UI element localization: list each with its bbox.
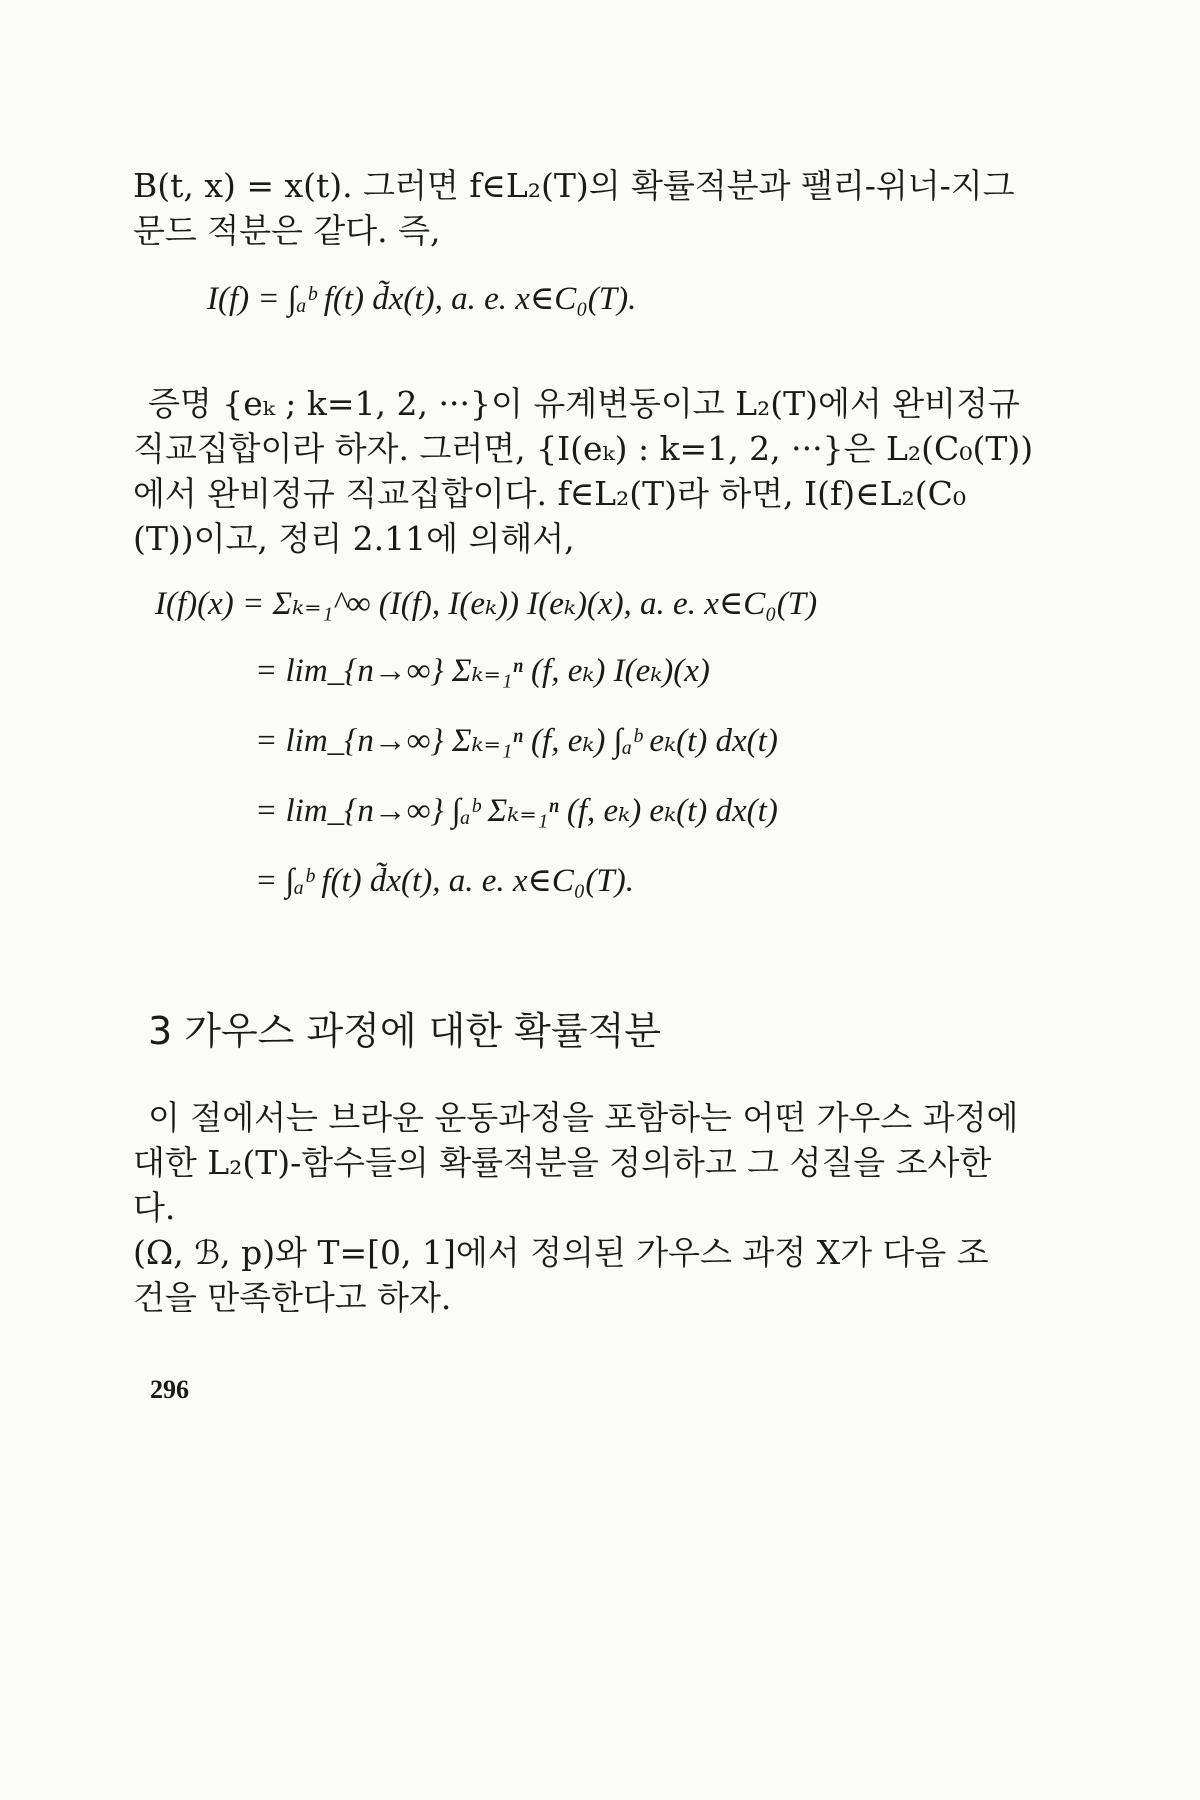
equation-line-4: = lim_{n→∞} ∫ₐᵇ Σₖ₌₁ⁿ (f, eₖ) eₖ(t) dx(t) <box>255 793 778 829</box>
intro-line-2: 대한 L₂(T)-함수들의 확률적분을 정의하고 그 성질을 조사한 <box>133 1143 992 1182</box>
section-heading: 3 가우스 과정에 대한 확률적분 <box>148 1009 661 1053</box>
equation-main: I(f) = ∫ₐᵇ f(t) d̃x(t), a. e. x∈C₀(T). <box>207 281 637 317</box>
proof-line-2: 직교집합이라 하자. 그러면, {I(eₖ) : k=1, 2, ···}은 L₂(C₀(T)) <box>133 429 1034 468</box>
intro-line-1: 이 절에서는 브라운 운동과정을 포함하는 어떤 가우스 과정에 <box>148 1098 1019 1137</box>
proof-line-1: 증명 {eₖ ; k=1, 2, ···}이 유계변동이고 L₂(T)에서 완비정규 <box>148 384 1020 423</box>
proof-line-4: (T))이고, 정리 2.11에 의해서, <box>133 519 575 558</box>
intro-line-3: 다. <box>133 1188 176 1227</box>
equation-line-1: I(f)(x) = Σₖ₌₁^∞ (I(f), I(eₖ)) I(eₖ)(x), a. e. x∈C₀(T) <box>155 586 818 622</box>
page-number: 296 <box>150 1375 189 1404</box>
text-line-2: 문드 적분은 같다. 즉, <box>133 211 441 250</box>
equation-line-3: = lim_{n→∞} Σₖ₌₁ⁿ (f, eₖ) ∫ₐᵇ eₖ(t) dx(t) <box>255 723 778 759</box>
intro-line-5: 건을 만족한다고 하자. <box>133 1278 452 1317</box>
equation-line-5: = ∫ₐᵇ f(t) d̃x(t), a. e. x∈C₀(T). <box>255 863 634 899</box>
intro-line-4: (Ω, ℬ, p)와 T=[0, 1]에서 정의된 가우스 과정 X가 다음 조 <box>133 1233 989 1272</box>
proof-line-3: 에서 완비정규 직교집합이다. f∈L₂(T)라 하면, I(f)∈L₂(C₀ <box>133 474 967 513</box>
text-line-1: B(t, x) = x(t). 그러면 f∈L₂(T)의 확률적분과 팰리-위너-지그 <box>133 166 1015 205</box>
equation-line-2: = lim_{n→∞} Σₖ₌₁ⁿ (f, eₖ) I(eₖ)(x) <box>255 653 710 689</box>
